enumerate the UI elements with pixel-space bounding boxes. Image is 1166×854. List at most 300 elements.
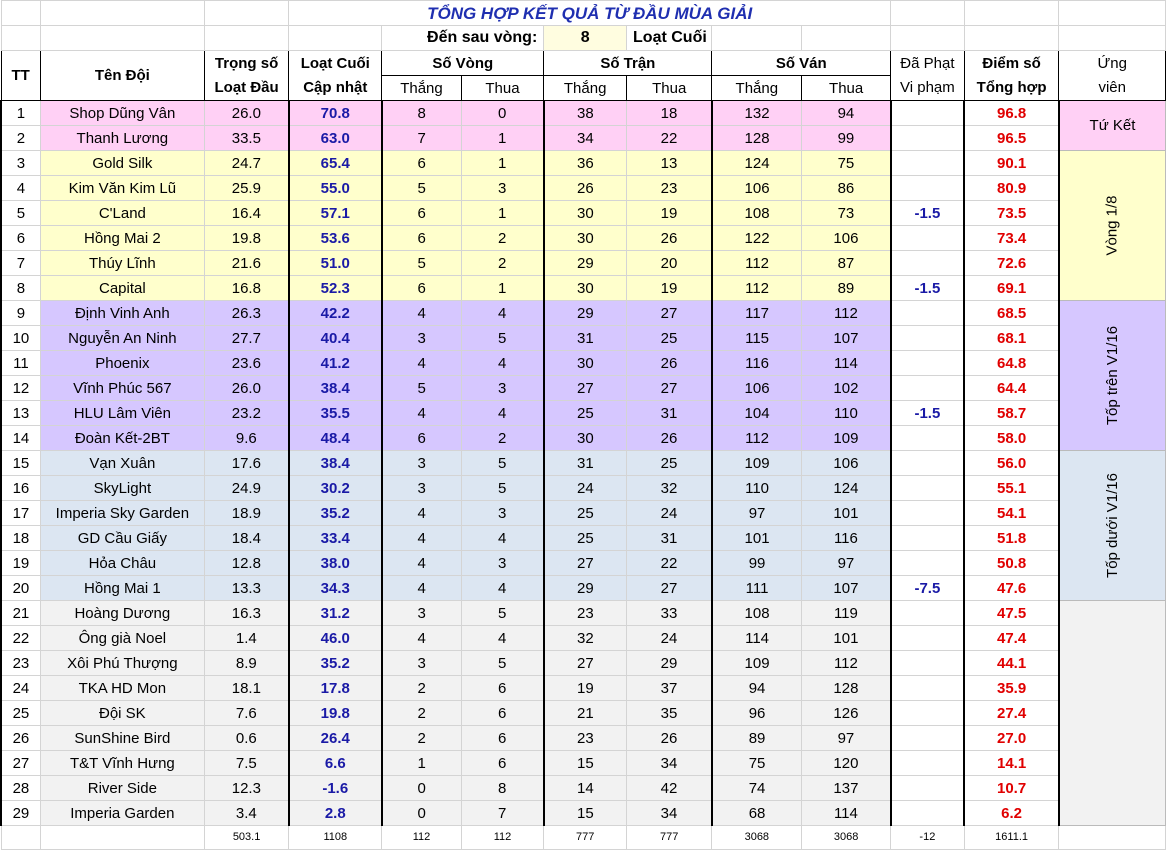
cell-games-win: 106 xyxy=(712,176,802,201)
cell-rounds-loss: 2 xyxy=(461,226,544,251)
cell-games-loss: 124 xyxy=(802,476,891,501)
empty-cell xyxy=(1,26,40,51)
cell-tt: 23 xyxy=(1,651,40,676)
cell-tt: 7 xyxy=(1,251,40,276)
header-rounds-loss: Thua xyxy=(461,76,544,101)
cell-rounds-win: 6 xyxy=(382,201,461,226)
cell-tt: 29 xyxy=(1,801,40,826)
cell-matches-loss: 20 xyxy=(627,251,712,276)
cell-rounds-win: 2 xyxy=(382,726,461,751)
cell-last: 19.8 xyxy=(289,701,382,726)
cell-matches-win: 38 xyxy=(544,101,627,126)
cell-tt: 26 xyxy=(1,726,40,751)
empty-cell xyxy=(1,1,40,26)
cell-weight: 13.3 xyxy=(204,576,288,601)
cell-team: HLU Lâm Viên xyxy=(40,401,204,426)
table-row xyxy=(1,551,1166,576)
total-cell: 3068 xyxy=(802,826,891,850)
cell-rounds-loss: 3 xyxy=(461,176,544,201)
cell-rounds-loss: 5 xyxy=(461,326,544,351)
cell-matches-win: 27 xyxy=(544,651,627,676)
cell-penalty xyxy=(891,601,965,626)
cell-total: 50.8 xyxy=(964,551,1059,576)
cell-matches-loss: 24 xyxy=(627,501,712,526)
table-row xyxy=(1,301,1166,326)
candidate-group-empty xyxy=(1059,601,1166,826)
cell-last: 57.1 xyxy=(289,201,382,226)
cell-matches-win: 29 xyxy=(544,576,627,601)
cell-rounds-win: 3 xyxy=(382,601,461,626)
cell-team: Thanh Lương xyxy=(40,126,204,151)
cell-games-win: 109 xyxy=(712,451,802,476)
empty-cell xyxy=(802,26,891,51)
header-last: Loạt Cuối xyxy=(289,51,382,76)
cell-rounds-win: 0 xyxy=(382,776,461,801)
cell-penalty xyxy=(891,326,965,351)
header-games-win: Thắng xyxy=(712,76,802,101)
cell-rounds-loss: 4 xyxy=(461,301,544,326)
cell-team: River Side xyxy=(40,776,204,801)
cell-matches-loss: 26 xyxy=(627,226,712,251)
cell-total: 80.9 xyxy=(964,176,1059,201)
cell-rounds-loss: 1 xyxy=(461,276,544,301)
cell-games-loss: 94 xyxy=(802,101,891,126)
cell-team: Thúy Lĩnh xyxy=(40,251,204,276)
cell-total: 10.7 xyxy=(964,776,1059,801)
cell-weight: 8.9 xyxy=(204,651,288,676)
cell-rounds-win: 4 xyxy=(382,526,461,551)
cell-last: 26.4 xyxy=(289,726,382,751)
cell-matches-loss: 25 xyxy=(627,451,712,476)
total-cell: 1108 xyxy=(289,826,382,850)
cell-total: 73.5 xyxy=(964,201,1059,226)
cell-total: 68.1 xyxy=(964,326,1059,351)
table-row xyxy=(1,201,1166,226)
cell-weight: 18.1 xyxy=(204,676,288,701)
cell-matches-loss: 26 xyxy=(627,351,712,376)
cell-matches-win: 25 xyxy=(544,526,627,551)
cell-penalty xyxy=(891,101,965,126)
cell-tt: 8 xyxy=(1,276,40,301)
cell-rounds-win: 2 xyxy=(382,701,461,726)
cell-last: 42.2 xyxy=(289,301,382,326)
cell-weight: 21.6 xyxy=(204,251,288,276)
empty-cell xyxy=(1059,26,1166,51)
cell-team: Hoàng Dương xyxy=(40,601,204,626)
cell-weight: 17.6 xyxy=(204,451,288,476)
header-team: Tên Đội xyxy=(40,51,204,101)
cell-matches-win: 30 xyxy=(544,426,627,451)
cell-matches-win: 15 xyxy=(544,751,627,776)
cell-games-loss: 114 xyxy=(802,351,891,376)
header-rounds: Số Vòng xyxy=(382,51,544,76)
cell-games-win: 108 xyxy=(712,601,802,626)
candidate-group xyxy=(1059,451,1166,601)
candidate-group-label: Tốp trên V1/16 xyxy=(1103,325,1121,426)
cell-games-loss: 101 xyxy=(802,626,891,651)
candidate-group-label: Vòng 1/8 xyxy=(1103,195,1121,256)
candidate-group xyxy=(1059,151,1166,301)
cell-team: Xôi Phú Thượng xyxy=(40,651,204,676)
cell-matches-loss: 27 xyxy=(627,376,712,401)
cell-penalty xyxy=(891,526,965,551)
cell-team: Định Vinh Anh xyxy=(40,301,204,326)
cell-matches-win: 19 xyxy=(544,676,627,701)
cell-rounds-win: 4 xyxy=(382,576,461,601)
header-candidate-sub: viên xyxy=(1059,76,1166,101)
cell-total: 72.6 xyxy=(964,251,1059,276)
cell-matches-loss: 13 xyxy=(627,151,712,176)
cell-games-win: 89 xyxy=(712,726,802,751)
cell-total: 14.1 xyxy=(964,751,1059,776)
header-penalty: Đã Phạt xyxy=(891,51,965,76)
cell-penalty xyxy=(891,651,965,676)
cell-total: 58.0 xyxy=(964,426,1059,451)
table-row xyxy=(1,401,1166,426)
cell-rounds-loss: 6 xyxy=(461,751,544,776)
cell-tt: 5 xyxy=(1,201,40,226)
cell-penalty xyxy=(891,426,965,451)
cell-tt: 21 xyxy=(1,601,40,626)
cell-penalty xyxy=(891,501,965,526)
cell-team: T&T Vĩnh Hưng xyxy=(40,751,204,776)
cell-tt: 16 xyxy=(1,476,40,501)
cell-team: Vĩnh Phúc 567 xyxy=(40,376,204,401)
cell-penalty xyxy=(891,751,965,776)
totals-row xyxy=(1,826,1166,850)
cell-matches-win: 27 xyxy=(544,551,627,576)
cell-games-loss: 97 xyxy=(802,726,891,751)
cell-weight: 7.5 xyxy=(204,751,288,776)
header-rounds-win: Thắng xyxy=(382,76,461,101)
cell-games-loss: 99 xyxy=(802,126,891,151)
empty-cell xyxy=(1059,1,1166,26)
cell-penalty: -1.5 xyxy=(891,401,965,426)
table-row xyxy=(1,701,1166,726)
cell-rounds-loss: 4 xyxy=(461,351,544,376)
cell-team: Imperia Sky Garden xyxy=(40,501,204,526)
round-value[interactable]: 8 xyxy=(544,26,627,51)
cell-games-win: 116 xyxy=(712,351,802,376)
cell-matches-loss: 31 xyxy=(627,526,712,551)
cell-rounds-loss: 5 xyxy=(461,451,544,476)
header-penalty-sub: Vi phạm xyxy=(891,76,965,101)
cell-matches-win: 36 xyxy=(544,151,627,176)
cell-rounds-loss: 2 xyxy=(461,426,544,451)
cell-team: SkyLight xyxy=(40,476,204,501)
cell-team: Vạn Xuân xyxy=(40,451,204,476)
cell-last: 65.4 xyxy=(289,151,382,176)
total-cell: 503.1 xyxy=(204,826,288,850)
cell-games-win: 124 xyxy=(712,151,802,176)
cell-games-win: 117 xyxy=(712,301,802,326)
cell-weight: 3.4 xyxy=(204,801,288,826)
cell-matches-win: 31 xyxy=(544,451,627,476)
total-cell: 1611.1 xyxy=(964,826,1059,850)
cell-games-win: 115 xyxy=(712,326,802,351)
cell-rounds-win: 6 xyxy=(382,276,461,301)
table-row xyxy=(1,801,1166,826)
cell-games-loss: 86 xyxy=(802,176,891,201)
cell-games-win: 68 xyxy=(712,801,802,826)
cell-tt: 6 xyxy=(1,226,40,251)
cell-team: Đội SK xyxy=(40,701,204,726)
cell-tt: 24 xyxy=(1,676,40,701)
cell-weight: 26.0 xyxy=(204,101,288,126)
cell-rounds-loss: 1 xyxy=(461,151,544,176)
cell-rounds-win: 3 xyxy=(382,476,461,501)
cell-weight: 23.6 xyxy=(204,351,288,376)
cell-weight: 19.8 xyxy=(204,226,288,251)
empty-cell xyxy=(1059,826,1166,850)
cell-games-win: 97 xyxy=(712,501,802,526)
cell-last: 52.3 xyxy=(289,276,382,301)
table-row xyxy=(1,501,1166,526)
cell-matches-win: 30 xyxy=(544,226,627,251)
cell-matches-loss: 25 xyxy=(627,326,712,351)
cell-penalty xyxy=(891,801,965,826)
header-candidate: Ứng xyxy=(1059,51,1166,76)
header-matches: Số Trận xyxy=(544,51,712,76)
cell-weight: 9.6 xyxy=(204,426,288,451)
cell-last: 35.5 xyxy=(289,401,382,426)
cell-penalty xyxy=(891,551,965,576)
header-total-sub: Tổng hợp xyxy=(964,76,1059,101)
empty-cell xyxy=(964,26,1059,51)
table-row xyxy=(1,476,1166,501)
cell-team: Capital xyxy=(40,276,204,301)
cell-last: 55.0 xyxy=(289,176,382,201)
cell-last: 35.2 xyxy=(289,501,382,526)
cell-rounds-win: 1 xyxy=(382,751,461,776)
cell-rounds-loss: 2 xyxy=(461,251,544,276)
cell-rounds-loss: 4 xyxy=(461,576,544,601)
table-row xyxy=(1,651,1166,676)
empty-cell xyxy=(891,26,965,51)
table-row xyxy=(1,376,1166,401)
cell-matches-win: 23 xyxy=(544,726,627,751)
cell-tt: 4 xyxy=(1,176,40,201)
cell-weight: 18.9 xyxy=(204,501,288,526)
cell-tt: 2 xyxy=(1,126,40,151)
cell-games-win: 111 xyxy=(712,576,802,601)
cell-total: 6.2 xyxy=(964,801,1059,826)
cell-tt: 9 xyxy=(1,301,40,326)
cell-matches-loss: 19 xyxy=(627,276,712,301)
candidate-group xyxy=(1059,301,1166,451)
cell-games-win: 94 xyxy=(712,676,802,701)
cell-rounds-win: 4 xyxy=(382,401,461,426)
cell-last: 2.8 xyxy=(289,801,382,826)
cell-last: 17.8 xyxy=(289,676,382,701)
cell-matches-loss: 34 xyxy=(627,801,712,826)
cell-team: GD Cầu Giấy xyxy=(40,526,204,551)
cell-games-win: 128 xyxy=(712,126,802,151)
cell-rounds-win: 3 xyxy=(382,326,461,351)
cell-total: 27.4 xyxy=(964,701,1059,726)
cell-last: 51.0 xyxy=(289,251,382,276)
cell-games-loss: 119 xyxy=(802,601,891,626)
header-tt: TT xyxy=(1,51,40,101)
cell-matches-win: 25 xyxy=(544,401,627,426)
cell-total: 58.7 xyxy=(964,401,1059,426)
cell-rounds-win: 4 xyxy=(382,551,461,576)
table-row xyxy=(1,276,1166,301)
cell-games-loss: 137 xyxy=(802,776,891,801)
cell-rounds-win: 4 xyxy=(382,351,461,376)
cell-weight: 26.3 xyxy=(204,301,288,326)
cell-matches-win: 30 xyxy=(544,276,627,301)
cell-games-loss: 126 xyxy=(802,701,891,726)
cell-games-loss: 106 xyxy=(802,226,891,251)
cell-matches-win: 34 xyxy=(544,126,627,151)
cell-penalty xyxy=(891,726,965,751)
cell-rounds-loss: 4 xyxy=(461,526,544,551)
cell-rounds-loss: 5 xyxy=(461,476,544,501)
cell-games-loss: 87 xyxy=(802,251,891,276)
cell-matches-loss: 23 xyxy=(627,176,712,201)
header-weight-sub: Loạt Đầu xyxy=(204,76,288,101)
header-matches-loss: Thua xyxy=(627,76,712,101)
cell-games-loss: 114 xyxy=(802,801,891,826)
cell-games-win: 101 xyxy=(712,526,802,551)
cell-tt: 13 xyxy=(1,401,40,426)
cell-rounds-win: 6 xyxy=(382,226,461,251)
cell-games-loss: 73 xyxy=(802,201,891,226)
cell-rounds-win: 0 xyxy=(382,801,461,826)
cell-last: 38.4 xyxy=(289,451,382,476)
cell-penalty xyxy=(891,151,965,176)
cell-matches-loss: 32 xyxy=(627,476,712,501)
table-row xyxy=(1,576,1166,601)
cell-rounds-win: 8 xyxy=(382,101,461,126)
cell-last: 70.8 xyxy=(289,101,382,126)
cell-matches-loss: 27 xyxy=(627,301,712,326)
cell-rounds-loss: 8 xyxy=(461,776,544,801)
cell-total: 56.0 xyxy=(964,451,1059,476)
cell-games-loss: 116 xyxy=(802,526,891,551)
cell-total: 44.1 xyxy=(964,651,1059,676)
header-games-loss: Thua xyxy=(802,76,891,101)
cell-weight: 12.3 xyxy=(204,776,288,801)
cell-total: 90.1 xyxy=(964,151,1059,176)
cell-matches-loss: 26 xyxy=(627,726,712,751)
cell-games-win: 112 xyxy=(712,426,802,451)
cell-games-win: 74 xyxy=(712,776,802,801)
cell-penalty xyxy=(891,676,965,701)
cell-tt: 11 xyxy=(1,351,40,376)
cell-total: 55.1 xyxy=(964,476,1059,501)
cell-rounds-loss: 6 xyxy=(461,726,544,751)
cell-games-win: 96 xyxy=(712,701,802,726)
cell-matches-win: 23 xyxy=(544,601,627,626)
empty-cell xyxy=(40,826,204,850)
cell-total: 27.0 xyxy=(964,726,1059,751)
cell-games-win: 108 xyxy=(712,201,802,226)
cell-tt: 20 xyxy=(1,576,40,601)
cell-penalty xyxy=(891,176,965,201)
table-row xyxy=(1,126,1166,151)
total-cell: 112 xyxy=(382,826,461,850)
cell-matches-win: 32 xyxy=(544,626,627,651)
cell-penalty xyxy=(891,126,965,151)
table-row xyxy=(1,426,1166,451)
cell-rounds-win: 7 xyxy=(382,126,461,151)
cell-penalty: -1.5 xyxy=(891,276,965,301)
empty-cell xyxy=(891,1,965,26)
empty-cell xyxy=(40,1,204,26)
cell-penalty xyxy=(891,376,965,401)
cell-last: 38.4 xyxy=(289,376,382,401)
cell-weight: 16.3 xyxy=(204,601,288,626)
cell-weight: 16.8 xyxy=(204,276,288,301)
cell-penalty xyxy=(891,251,965,276)
cell-tt: 10 xyxy=(1,326,40,351)
cell-matches-loss: 31 xyxy=(627,401,712,426)
cell-total: 54.1 xyxy=(964,501,1059,526)
table-row xyxy=(1,101,1166,126)
cell-last: 48.4 xyxy=(289,426,382,451)
table-row xyxy=(1,526,1166,551)
cell-total: 51.8 xyxy=(964,526,1059,551)
cell-games-win: 106 xyxy=(712,376,802,401)
cell-matches-win: 26 xyxy=(544,176,627,201)
cell-weight: 24.9 xyxy=(204,476,288,501)
cell-weight: 26.0 xyxy=(204,376,288,401)
table-row xyxy=(1,676,1166,701)
cell-rounds-loss: 0 xyxy=(461,101,544,126)
cell-matches-loss: 29 xyxy=(627,651,712,676)
cell-team: Hồng Mai 2 xyxy=(40,226,204,251)
cell-games-win: 110 xyxy=(712,476,802,501)
header-games: Số Ván xyxy=(712,51,891,76)
cell-rounds-loss: 1 xyxy=(461,126,544,151)
cell-matches-win: 29 xyxy=(544,301,627,326)
cell-rounds-loss: 1 xyxy=(461,201,544,226)
cell-matches-loss: 19 xyxy=(627,201,712,226)
cell-team: Hồng Mai 1 xyxy=(40,576,204,601)
cell-team: Đoàn Kết-2BT xyxy=(40,426,204,451)
candidate-group xyxy=(1059,101,1166,151)
cell-rounds-loss: 5 xyxy=(461,651,544,676)
table-row xyxy=(1,351,1166,376)
cell-games-loss: 102 xyxy=(802,376,891,401)
cell-matches-loss: 37 xyxy=(627,676,712,701)
cell-team: Shop Dũng Vân xyxy=(40,101,204,126)
cell-matches-loss: 22 xyxy=(627,551,712,576)
table-row xyxy=(1,626,1166,651)
empty-cell xyxy=(204,1,288,26)
cell-tt: 25 xyxy=(1,701,40,726)
cell-games-win: 109 xyxy=(712,651,802,676)
table-row xyxy=(1,776,1166,801)
cell-matches-win: 30 xyxy=(544,351,627,376)
cell-total: 35.9 xyxy=(964,676,1059,701)
cell-last: 31.2 xyxy=(289,601,382,626)
cell-team: Kim Văn Kim Lũ xyxy=(40,176,204,201)
cell-tt: 28 xyxy=(1,776,40,801)
cell-tt: 22 xyxy=(1,626,40,651)
cell-weight: 12.8 xyxy=(204,551,288,576)
cell-rounds-loss: 3 xyxy=(461,551,544,576)
cell-matches-loss: 35 xyxy=(627,701,712,726)
cell-tt: 12 xyxy=(1,376,40,401)
cell-weight: 33.5 xyxy=(204,126,288,151)
cell-last: 46.0 xyxy=(289,626,382,651)
cell-rounds-win: 4 xyxy=(382,301,461,326)
cell-rounds-win: 5 xyxy=(382,251,461,276)
cell-weight: 16.4 xyxy=(204,201,288,226)
